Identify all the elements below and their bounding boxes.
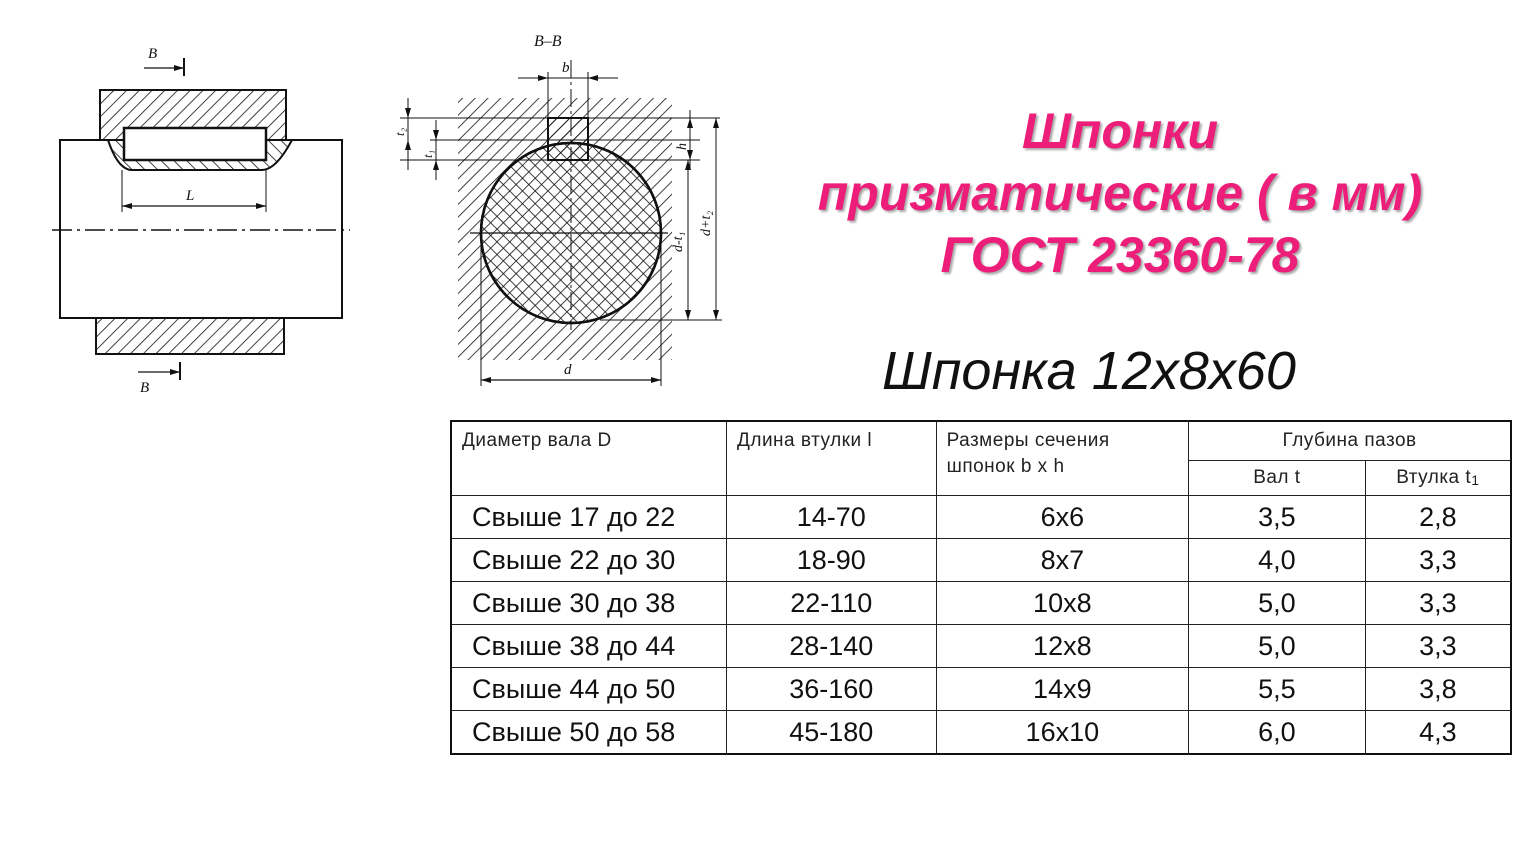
title-line-3: ГОСТ 23360-78	[940, 227, 1300, 283]
table-row	[451, 625, 1511, 668]
cell-hub-t1: 4,3	[1365, 711, 1511, 755]
cell-hub-t1: 3,3	[1365, 625, 1511, 668]
cell-shaft-t: 5,0	[1189, 582, 1366, 625]
cell-hub-length: 22-110	[726, 582, 936, 625]
table-row	[451, 496, 1511, 539]
header-hub-t1	[1365, 461, 1511, 496]
table-row	[451, 539, 1511, 582]
table-body	[451, 496, 1511, 755]
cell-shaft-t: 5,0	[1189, 625, 1366, 668]
cell-diameter: Свыше 30 до 38	[451, 582, 726, 625]
cell-shaft-t: 5,5	[1189, 668, 1366, 711]
hub-bottom	[96, 318, 284, 354]
key-section	[548, 118, 588, 160]
cell-section-size: 8х7	[936, 539, 1189, 582]
diameter-label: d	[564, 362, 572, 378]
cell-section-size: 6х6	[936, 496, 1189, 539]
cell-shaft-t: 4,0	[1189, 539, 1366, 582]
cell-hub-t1: 2,8	[1365, 496, 1511, 539]
cell-diameter: Свыше 44 до 50	[451, 668, 726, 711]
length-dim-label: L	[186, 188, 195, 204]
cell-section-size: 14х9	[936, 668, 1189, 711]
header-hub-t1-sub: 1	[1471, 472, 1480, 488]
cell-hub-t1: 3,3	[1365, 582, 1511, 625]
section-view	[392, 33, 722, 386]
title-line-2: призматические ( в мм)	[817, 165, 1423, 221]
cell-diameter: Свыше 22 до 30	[451, 539, 726, 582]
header-section-size	[936, 421, 1189, 496]
table-row	[451, 582, 1511, 625]
section-mark-bottom: B	[140, 380, 150, 396]
key-dimensions-table	[450, 420, 1512, 755]
table-row	[451, 711, 1511, 755]
cell-shaft-t: 3,5	[1189, 496, 1366, 539]
cell-hub-t1: 3,3	[1365, 539, 1511, 582]
t1-label: t₁	[420, 149, 435, 158]
page-title	[760, 100, 1480, 286]
d-minus-t1-label: d-t₁	[671, 231, 686, 252]
title-line-1: Шпонки	[1021, 103, 1219, 159]
header-groove-depth: Глубина пазов	[1189, 421, 1511, 461]
key-width-label: b	[562, 60, 570, 76]
cell-section-size: 12х8	[936, 625, 1189, 668]
cell-section-size: 10х8	[936, 582, 1189, 625]
cell-section-size: 16х10	[936, 711, 1189, 755]
cell-hub-t1: 3,8	[1365, 668, 1511, 711]
section-title: B–B	[534, 33, 562, 50]
cell-diameter: Свыше 38 до 44	[451, 625, 726, 668]
cell-diameter: Свыше 17 до 22	[451, 496, 726, 539]
key-height-label: h	[675, 143, 690, 150]
cell-shaft-t: 6,0	[1189, 711, 1366, 755]
cell-diameter: Свыше 50 до 58	[451, 711, 726, 755]
header-section-size-line1: Размеры сечения	[946, 430, 1110, 451]
keyed-joint-drawing	[0, 0, 760, 410]
section-mark-top: B	[148, 46, 158, 62]
header-shaft-t: Вал t	[1189, 461, 1366, 496]
cell-hub-length: 28-140	[726, 625, 936, 668]
side-view	[52, 46, 350, 396]
key-designation: Шпонка 12х8х60	[882, 341, 1296, 401]
header-hub-t1-text: Втулка t	[1396, 467, 1472, 488]
header-hub-length: Длина втулки l	[726, 421, 936, 496]
key	[124, 128, 266, 160]
t2-label: t₂	[392, 127, 407, 136]
cell-hub-length: 45-180	[726, 711, 936, 755]
cell-hub-length: 14-70	[726, 496, 936, 539]
header-diameter: Диаметр вала D	[451, 421, 726, 496]
d-plus-t2-label: d+t₂	[699, 210, 714, 236]
header-section-size-line2: шпонок b x h	[946, 456, 1065, 477]
table-row	[451, 668, 1511, 711]
cell-hub-length: 36-160	[726, 668, 936, 711]
cell-hub-length: 18-90	[726, 539, 936, 582]
